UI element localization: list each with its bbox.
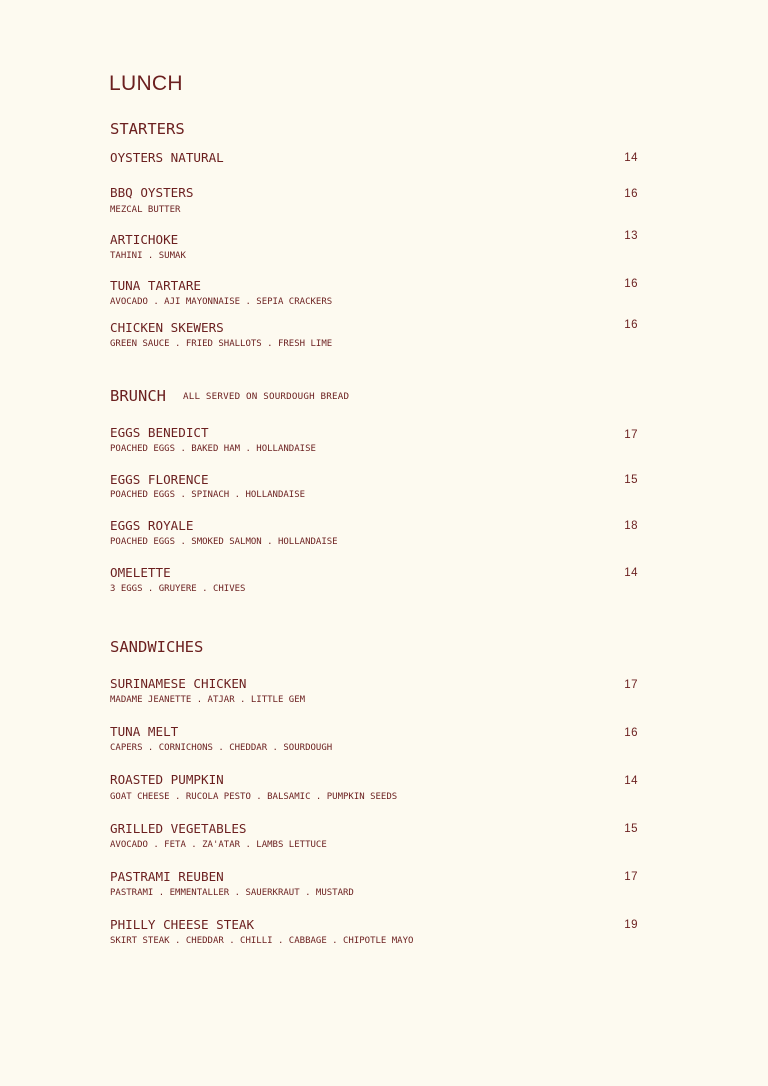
item-name: EGGS FLORENCE <box>110 472 209 487</box>
item-description: GREEN SAUCE . FRIED SHALLOTS . FRESH LIME <box>110 339 333 349</box>
item-description: MEZCAL BUTTER <box>110 205 181 215</box>
section-heading-sandwiches: SANDWICHES <box>110 638 204 656</box>
page-title: LUNCH <box>109 72 183 95</box>
item-name: ARTICHOKE <box>110 232 179 247</box>
item-name: TUNA TARTARE <box>110 278 201 293</box>
item-price: 15 <box>624 474 638 486</box>
section-note: ALL SERVED ON SOURDOUGH BREAD <box>183 391 350 402</box>
item-description: POACHED EGGS . SPINACH . HOLLANDAISE <box>110 490 306 500</box>
item-description: 3 EGGS . GRUYERE . CHIVES <box>110 584 246 594</box>
item-name: GRILLED VEGETABLES <box>110 821 247 836</box>
item-description: GOAT CHEESE . RUCOLA PESTO . BALSAMIC . PUMPKIN SEEDS <box>110 792 398 802</box>
item-name: ROASTED PUMPKIN <box>110 772 224 787</box>
item-name: OYSTERS NATURAL <box>110 150 224 165</box>
item-name: BBQ OYSTERS <box>110 185 194 200</box>
item-description: CAPERS . CORNICHONS . CHEDDAR . SOURDOUGH <box>110 743 333 753</box>
item-price: 14 <box>624 775 638 787</box>
item-price: 17 <box>624 679 638 691</box>
item-price: 16 <box>624 188 638 200</box>
item-description: AVOCADO . AJI MAYONNAISE . SEPIA CRACKERS <box>110 297 333 307</box>
item-price: 14 <box>624 567 638 579</box>
item-description: SKIRT STEAK . CHEDDAR . CHILLI . CABBAGE . CHIPOTLE MAYO <box>110 936 414 946</box>
item-price: 16 <box>624 278 638 290</box>
item-price: 19 <box>624 919 638 931</box>
item-price: 16 <box>624 727 638 739</box>
item-name: PASTRAMI REUBEN <box>110 869 224 884</box>
item-name: TUNA MELT <box>110 724 179 739</box>
item-name: PHILLY CHEESE STEAK <box>110 917 255 932</box>
section-heading-brunch: BRUNCH <box>110 387 166 405</box>
section-heading-starters: STARTERS <box>110 120 185 138</box>
item-price: 16 <box>624 319 638 331</box>
item-price: 15 <box>624 823 638 835</box>
item-description: POACHED EGGS . BAKED HAM . HOLLANDAISE <box>110 444 316 454</box>
item-price: 14 <box>624 152 638 164</box>
item-name: OMELETTE <box>110 565 171 580</box>
item-description: MADAME JEANETTE . ATJAR . LITTLE GEM <box>110 695 306 705</box>
item-price: 13 <box>624 230 638 242</box>
item-description: AVOCADO . FETA . ZA'ATAR . LAMBS LETTUCE <box>110 840 327 850</box>
item-description: TAHINI . SUMAK <box>110 251 186 261</box>
item-name: EGGS BENEDICT <box>110 425 209 440</box>
item-price: 18 <box>624 520 638 532</box>
item-price: 17 <box>624 871 638 883</box>
item-name: SURINAMESE CHICKEN <box>110 676 247 691</box>
item-description: POACHED EGGS . SMOKED SALMON . HOLLANDAISE <box>110 537 338 547</box>
item-price: 17 <box>624 429 638 441</box>
item-name: CHICKEN SKEWERS <box>110 320 224 335</box>
item-name: EGGS ROYALE <box>110 518 194 533</box>
item-description: PASTRAMI . EMMENTALLER . SAUERKRAUT . MUSTARD <box>110 888 354 898</box>
